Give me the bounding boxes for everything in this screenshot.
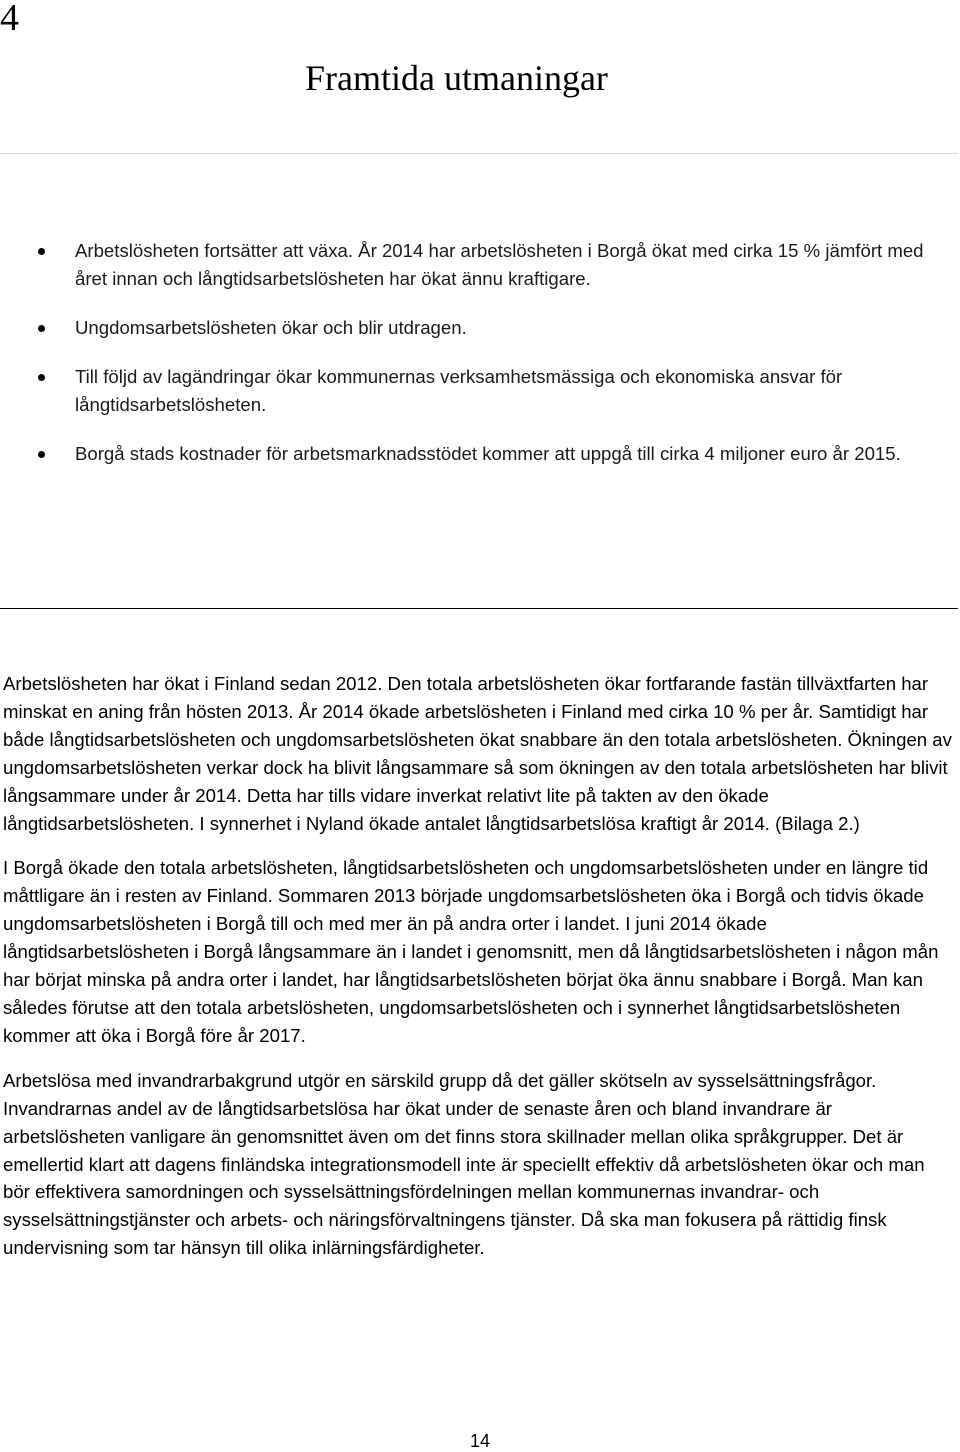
summary-bullet-list [0,237,930,489]
bullet-text: Arbetslösheten fortsätter att växa. År 2014 har arbetslösheten i Borgå ökat med cirka 15 % jämfört med året innan och långtidsarbetslösheten har ökat ännu kraftigare. [75,240,924,289]
title-divider [0,153,958,154]
bullet-text: Borgå stads kostnader för arbetsmarknadsstödet kommer att uppgå till cirka 4 miljoner euro år 2015. [75,443,901,464]
bullet-item [0,440,930,468]
bullet-icon [38,325,45,332]
bullet-item [0,237,930,293]
bullet-icon [38,374,45,381]
page-number: 14 [469,1431,491,1451]
bullet-item [0,363,930,419]
section-divider [0,608,958,609]
bullet-icon [38,248,45,255]
paragraph: Arbetslösheten har ökat i Finland sedan 2012. Den totala arbetslösheten ökar fortfarande fastän tillväxtfarten har minskat en aning från hösten 2013. År 2014 ökade arbetslösheten i Finland med cirka 10 % per år. Samtidigt har både långtidsarbetslösheten och ungdomsarbetslösheten ökat snabbare än den totala arbetslösheten. Ökningen av ungdomsarbetslösheten verkar dock ha blivit långsammare så som ökningen av den totala arbetslösheten har blivit långsammare under år 2014. Detta har tills vidare inverkat relativt lite på takten av den ökade långtidsarbetslösheten. I synnerhet i Nyland ökade antalet långtidsarbetslösa kraftigt år 2014. (Bilaga 2.) [3,673,952,834]
bullet-item [0,314,930,342]
bullet-icon [38,451,45,458]
paragraph: Arbetslösa med invandrarbakgrund utgör en särskild grupp då det gäller skötseln av sysselsättningsfrågor. Invandrarnas andel av de långtidsarbetslösa har ökat under de senaste åren och bland invandrare är arbetslösheten vanligare än genomsnittet även om det finns stora skillnader mellan olika språkgrupper. Det är emellertid klart att dagens finländska integrationsmodell inte är speciellt effektiv då arbetslösheten ökar och man bör effektivera samordningen och sysselsättningsfördelningen mellan kommunernas invandrar- och sysselsättningstjänster och arbets- och näringsförvaltningens tjänster. Då ska man fokusera på rättidig finsk undervisning som tar hänsyn till olika inlärningsfärdigheter. [3,1069,925,1259]
chapter-title: Framtida utmaningar [305,58,608,98]
body-text [3,670,955,1279]
bullet-text: Ungdomsarbetslösheten ökar och blir utdragen. [75,317,467,338]
bullet-text: Till följd av lagändringar ökar kommunernas verksamhetsmässiga och ekonomiska ansvar för långtidsarbetslösheten. [75,366,843,415]
paragraph: I Borgå ökade den totala arbetslösheten, långtidsarbetslösheten och ungdomsarbetslösheten under en längre tid måttligare än i resten av Finland. Sommaren 2013 började ungdomsarbetslösheten öka i Borgå och tidvis ökade ungdomsarbetslösheten i Borgå till och med mer än på andra orter i landet. I juni 2014 ökade långtidsarbetslösheten i Borgå långsammare än i landet i genomsnitt, men då långtidsarbetslösheten i någon mån har börjat minska på andra orter i landet, har långtidsarbetslösheten börjat öka ännu snabbare i Borgå. Man kan således förutse att den totala arbetslösheten, ungdomsarbetslösheten och i synnerhet långtidsarbetslösheten kommer att öka i Borgå före år 2017. [3,857,939,1046]
chapter-number: 4 [0,0,19,39]
